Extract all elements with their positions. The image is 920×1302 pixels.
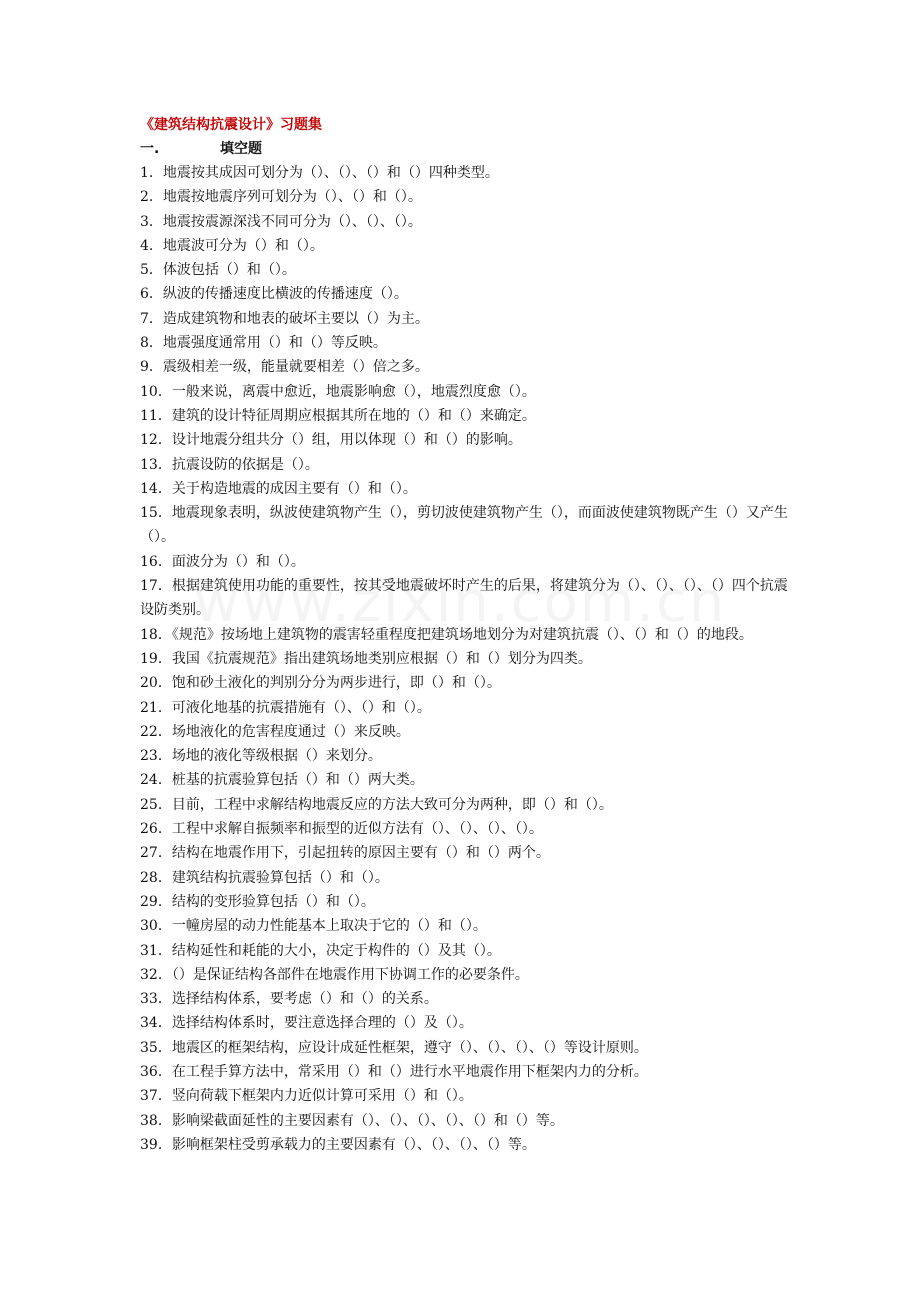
question-number: 19． xyxy=(140,650,172,667)
question-text: 选择结构体系，要考虑（）和（）的关系。 xyxy=(171,991,438,1008)
question-number: 20． xyxy=(140,675,172,692)
question-text: 设计地震分组共分（）组，用以体现（）和（）的影响。 xyxy=(171,432,522,449)
question-number: 2． xyxy=(140,189,163,206)
question-number: 9． xyxy=(140,359,163,376)
document-body xyxy=(140,113,790,1157)
question-item xyxy=(140,647,790,671)
question-text: 竖向荷载下框架内力近似计算可采用（）和（）。 xyxy=(171,1088,473,1105)
section-heading xyxy=(140,137,790,161)
question-item xyxy=(140,1109,790,1133)
question-item xyxy=(140,282,790,306)
question-number: 30． xyxy=(140,918,172,935)
question-list xyxy=(140,161,790,1157)
section-title: 填空题 xyxy=(220,141,262,157)
question-item xyxy=(140,355,790,379)
question-number: 21． xyxy=(140,699,172,716)
question-number: 18． xyxy=(140,626,172,643)
question-item xyxy=(140,793,790,817)
question-text: 地震按地震序列可划分为（）、（）和（）。 xyxy=(162,189,422,206)
question-item xyxy=(140,744,790,768)
question-number: 39． xyxy=(140,1136,172,1153)
question-item xyxy=(140,210,790,234)
question-text: 关于构造地震的成因主要有（）和（）。 xyxy=(171,480,417,497)
question-text: 地震按震源深浅不同可分为（）、（）、（）。 xyxy=(162,213,422,230)
question-item xyxy=(140,380,790,404)
question-item xyxy=(140,841,790,865)
section-number: 一. xyxy=(140,141,160,157)
question-item xyxy=(140,574,790,623)
question-number: 16． xyxy=(140,553,172,570)
question-text: 造成建筑物和地表的破坏主要以（）为主。 xyxy=(162,310,429,327)
question-item xyxy=(140,550,790,574)
question-text: 一般来说，离震中愈近，地震影响愈（），地震烈度愈（）。 xyxy=(171,383,536,400)
question-text: 工程中求解自振频率和振型的近似方法有（）、（）、（）、（）。 xyxy=(171,821,543,838)
question-text: 选择结构体系时，要注意选择合理的（）及（）。 xyxy=(171,1015,473,1032)
question-item xyxy=(140,939,790,963)
question-item xyxy=(140,720,790,744)
question-number: 1． xyxy=(140,165,163,181)
question-number: 28． xyxy=(140,869,172,886)
question-text: 地震区的框架结构，应设计成延性框架，遵守（）、（）、（）、（）等设计原则。 xyxy=(171,1039,648,1056)
question-number: 8． xyxy=(140,335,163,352)
question-text: 场地的液化等级根据（）来划分。 xyxy=(171,748,382,765)
question-text: 在工程手算方法中，常采用（）和（）进行水平地震作用下框架内力的分析。 xyxy=(171,1063,648,1080)
question-number: 14． xyxy=(140,480,172,497)
question-item xyxy=(140,453,790,477)
question-number: 25． xyxy=(140,796,172,813)
question-number: 26． xyxy=(140,821,172,838)
question-item xyxy=(140,185,790,209)
question-number: 13． xyxy=(140,456,172,473)
question-number: 29． xyxy=(140,893,172,910)
question-item xyxy=(140,307,790,331)
question-number: 17． xyxy=(140,578,172,595)
question-text: 结构在地震作用下，引起扭转的原因主要有（）和（）两个。 xyxy=(171,845,550,862)
question-number: 24． xyxy=(140,772,172,789)
question-item xyxy=(140,963,790,987)
question-number: 7． xyxy=(140,310,163,327)
question-text: 地震波可分为（）和（）。 xyxy=(162,237,324,254)
question-number: 6． xyxy=(140,286,163,303)
question-item xyxy=(140,623,790,647)
question-text: 饱和砂土液化的判别分分为两步进行，即（）和（）。 xyxy=(171,675,501,692)
question-text: 我国《抗震规范》指出建筑场地类别应根据（）和（）划分为四类。 xyxy=(171,650,592,667)
question-text: 建筑的设计特征周期应根据其所在地的（）和（）来确定。 xyxy=(171,407,536,424)
question-number: 15． xyxy=(140,505,172,522)
question-number: 37． xyxy=(140,1088,172,1105)
question-number: 5． xyxy=(140,262,163,279)
question-text: （）是保证结构各部件在地震作用下协调工作的必要条件。 xyxy=(171,966,529,983)
question-text: 面波分为（）和（）。 xyxy=(171,553,305,570)
question-item xyxy=(140,866,790,890)
question-item xyxy=(140,914,790,938)
question-number: 33． xyxy=(140,991,172,1008)
question-text: 地震按其成因可划分为（）、（）、（）和（）四种类型。 xyxy=(162,165,499,181)
question-item xyxy=(140,1060,790,1084)
question-item xyxy=(140,258,790,282)
question-text: 结构的变形验算包括（）和（）。 xyxy=(171,893,375,910)
question-text: 场地液化的危害程度通过（）来反映。 xyxy=(171,723,410,740)
question-item xyxy=(140,1084,790,1108)
question-number: 22． xyxy=(140,723,172,740)
question-text: 抗震设防的依据是（）。 xyxy=(171,456,319,473)
question-text: 可液化地基的抗震措施有（）、（）和（）。 xyxy=(171,699,431,716)
question-text: 目前，工程中求解结构地震反应的方法大致可分为两种，即（）和（）。 xyxy=(171,796,613,813)
question-item xyxy=(140,1011,790,1035)
question-number: 27． xyxy=(140,845,172,862)
question-text: 一幢房屋的动力性能基本上取决于它的（）和（）。 xyxy=(171,918,487,935)
question-text: 震级相差一级，能量就要相差（）倍之多。 xyxy=(162,359,429,376)
question-text: 结构延性和耗能的大小，决定于构件的（）及其（）。 xyxy=(171,942,501,959)
question-item xyxy=(140,501,790,550)
question-text: 影响梁截面延性的主要因素有（）、（）、（）、（）、（）和（）等。 xyxy=(171,1112,564,1129)
question-item xyxy=(140,161,790,185)
question-number: 34． xyxy=(140,1015,172,1032)
question-item xyxy=(140,890,790,914)
question-number: 11． xyxy=(140,407,172,424)
question-item xyxy=(140,768,790,792)
question-text: 体波包括（）和（）。 xyxy=(162,262,296,279)
question-number: 36． xyxy=(140,1063,172,1080)
question-number: 12． xyxy=(140,432,172,449)
question-text: 根据建筑使用功能的重要性，按其受地震破坏时产生的后果，将建筑分为（）、（）、（）、（）四个抗震设防类别。 xyxy=(140,578,788,619)
question-text: 纵波的传播速度比横波的传播速度（）。 xyxy=(162,286,408,303)
question-text: 地震强度通常用（）和（）等反映。 xyxy=(162,335,387,352)
question-item xyxy=(140,817,790,841)
question-number: 4． xyxy=(140,237,163,254)
question-number: 32． xyxy=(140,966,172,983)
question-number: 3． xyxy=(140,213,163,230)
question-number: 23． xyxy=(140,748,172,765)
question-number: 10． xyxy=(140,383,172,400)
question-text: 建筑结构抗震验算包括（）和（）。 xyxy=(171,869,389,886)
question-item xyxy=(140,428,790,452)
question-text: 《规范》按场地上建筑物的震害轻重程度把建筑场地划分为对建筑抗震（）、（）和（）的地段。 xyxy=(171,626,753,643)
question-item xyxy=(140,987,790,1011)
question-item xyxy=(140,671,790,695)
question-text: 地震现象表明，纵波使建筑物产生（），剪切波使建筑物产生（），而面波使建筑物既产生（）又产生（）。 xyxy=(140,505,788,546)
question-item xyxy=(140,696,790,720)
document-title: 《建筑结构抗震设计》习题集 xyxy=(140,117,322,133)
question-text: 影响框架柱受剪承载力的主要因素有（）、（）、（）、（）等。 xyxy=(171,1136,536,1153)
question-item xyxy=(140,234,790,258)
question-item xyxy=(140,1036,790,1060)
question-number: 38． xyxy=(140,1112,172,1129)
question-number: 31． xyxy=(140,942,172,959)
question-text: 桩基的抗震验算包括（）和（）两大类。 xyxy=(171,772,424,789)
question-item xyxy=(140,404,790,428)
question-item xyxy=(140,331,790,355)
question-number: 35． xyxy=(140,1039,172,1056)
question-item xyxy=(140,1133,790,1157)
question-item xyxy=(140,477,790,501)
